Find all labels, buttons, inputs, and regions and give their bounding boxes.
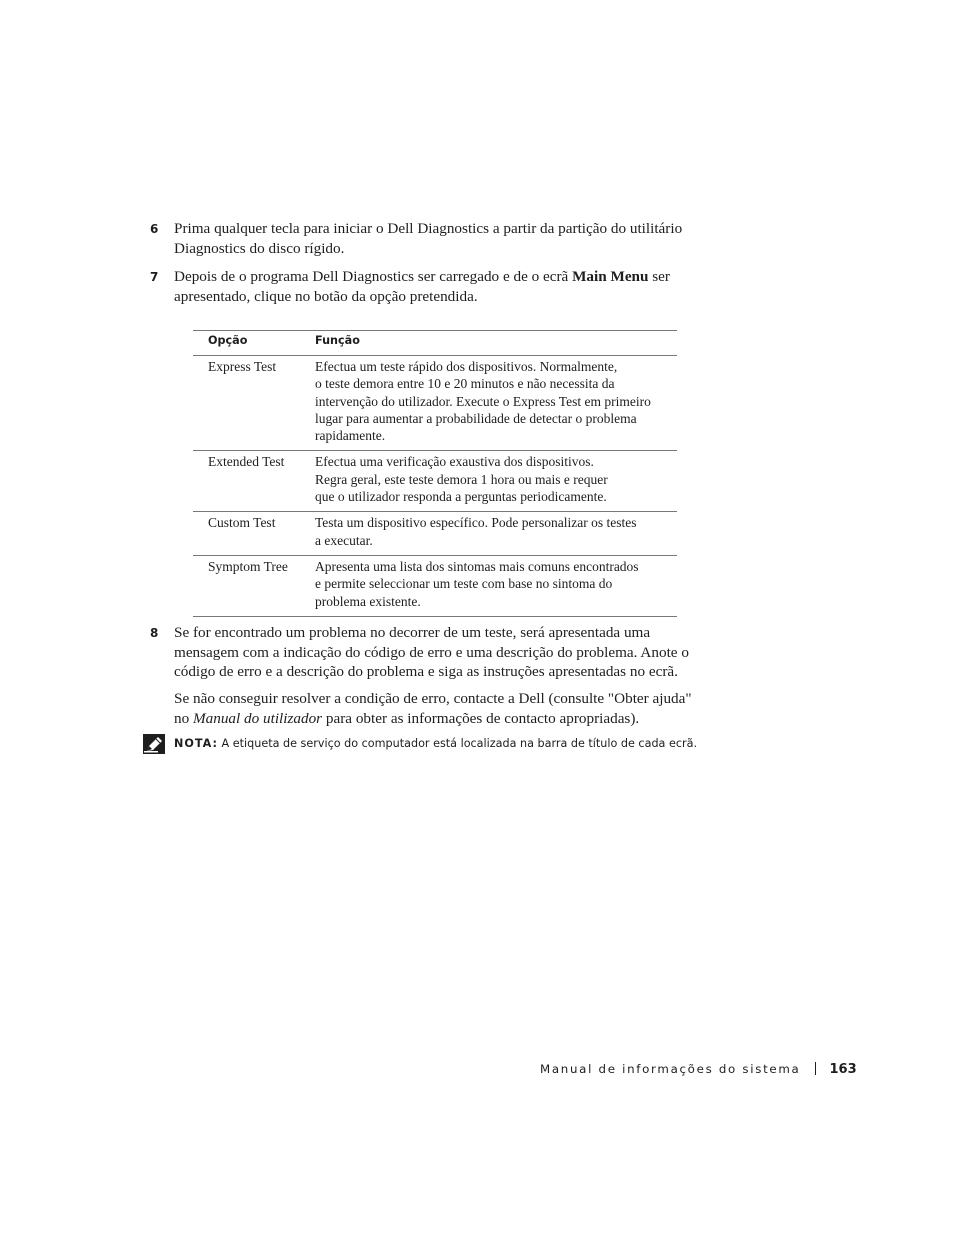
table-row — [193, 451, 677, 512]
function-cell — [315, 356, 677, 450]
step-number: 7 — [150, 270, 159, 284]
function-line: lugar para aumentar a probabilidade de detectar o problema — [315, 410, 637, 426]
function-line: rapidamente. — [315, 428, 386, 444]
step-text — [174, 267, 725, 306]
option-cell: Symptom Tree — [208, 558, 288, 574]
step-7 — [150, 267, 725, 306]
manual-title: Manual de informações do sistema — [540, 1062, 801, 1076]
function-line: Efectua uma verificação exaustiva dos dispositivos. — [315, 454, 594, 470]
paragraph-segment: no — [174, 709, 193, 727]
step-line: Se for encontrado um problema no decorrer de um teste, será apresentada uma — [174, 624, 651, 641]
step-number: 6 — [150, 222, 159, 236]
footer-divider — [815, 1062, 816, 1075]
page-footer — [540, 1062, 857, 1082]
user-manual-title: Manual do utilizador — [192, 709, 323, 727]
note-body: A etiqueta de serviço do computador está localizada na barra de título de cada ecrã. — [221, 737, 697, 750]
option-cell: Express Test — [208, 359, 277, 374]
step-line: apresentado, clique no botão da opção pretendida. — [174, 287, 478, 305]
step-text — [174, 623, 725, 682]
step-line — [174, 267, 725, 287]
step-line: Diagnostics do disco rígido. — [174, 239, 345, 257]
note-box — [143, 734, 743, 756]
option-cell: Extended Test — [208, 454, 285, 470]
table-row — [193, 556, 677, 617]
table-header — [193, 330, 677, 356]
function-line: Efectua um teste rápido dos dispositivos. Normalmente, — [315, 359, 618, 374]
function-line: Regra geral, este teste demora 1 hora ou mais e requer — [315, 471, 608, 487]
option-cell: Custom Test — [208, 515, 276, 531]
function-line: a executar. — [315, 532, 373, 548]
step-number: 8 — [150, 626, 159, 640]
step-line: mensagem com a indicação do código de erro e uma descrição do problema. Anote o — [174, 643, 689, 661]
function-line: Apresenta uma lista dos sintomas mais comuns encontrados — [315, 558, 639, 574]
pencil-note-icon — [143, 734, 165, 754]
header-function: Função — [315, 334, 360, 347]
function-cell — [315, 512, 677, 555]
step-line: código de erro e a descrição do problema e siga as instruções apresentadas no ecrã. — [174, 663, 678, 680]
note-label: NOTA: — [174, 737, 218, 750]
step-line: Prima qualquer tecla para iniciar o Dell Diagnostics a partir da partição do utilitário — [174, 220, 683, 237]
step-text-segment: ser — [648, 268, 670, 285]
function-line: problema existente. — [315, 593, 421, 609]
paragraph-segment: para obter as informações de contacto apropriadas). — [322, 709, 640, 727]
page-number: 163 — [829, 1062, 857, 1077]
function-line: intervenção do utilizador. Execute o Express Test em primeiro — [315, 393, 651, 409]
table-row — [193, 356, 677, 451]
header-option: Opção — [208, 334, 248, 347]
function-cell — [315, 451, 677, 511]
step-text-segment: Depois de o programa Dell Diagnostics ser carregado e de o ecrã — [174, 268, 573, 285]
function-cell — [315, 556, 677, 616]
paragraph-line: Se não conseguir resolver a condição de erro, contacte a Dell (consulte "Obter ajuda" — [174, 690, 692, 707]
main-menu-term: Main Menu — [572, 268, 649, 285]
followup-paragraph — [174, 689, 734, 728]
step-8 — [150, 623, 725, 682]
diagnostics-options-table — [193, 330, 677, 617]
table-row — [193, 512, 677, 556]
paragraph-line — [174, 709, 734, 729]
step-6 — [150, 219, 725, 258]
function-line: o teste demora entre 10 e 20 minutos e não necessita da — [315, 376, 615, 392]
function-line: Testa um dispositivo específico. Pode personalizar os testes — [315, 515, 637, 531]
note-text — [174, 737, 697, 750]
step-text — [174, 219, 725, 258]
function-line: e permite seleccionar um teste com base no sintoma do — [315, 576, 613, 592]
function-line: que o utilizador responda a perguntas periodicamente. — [315, 489, 607, 505]
